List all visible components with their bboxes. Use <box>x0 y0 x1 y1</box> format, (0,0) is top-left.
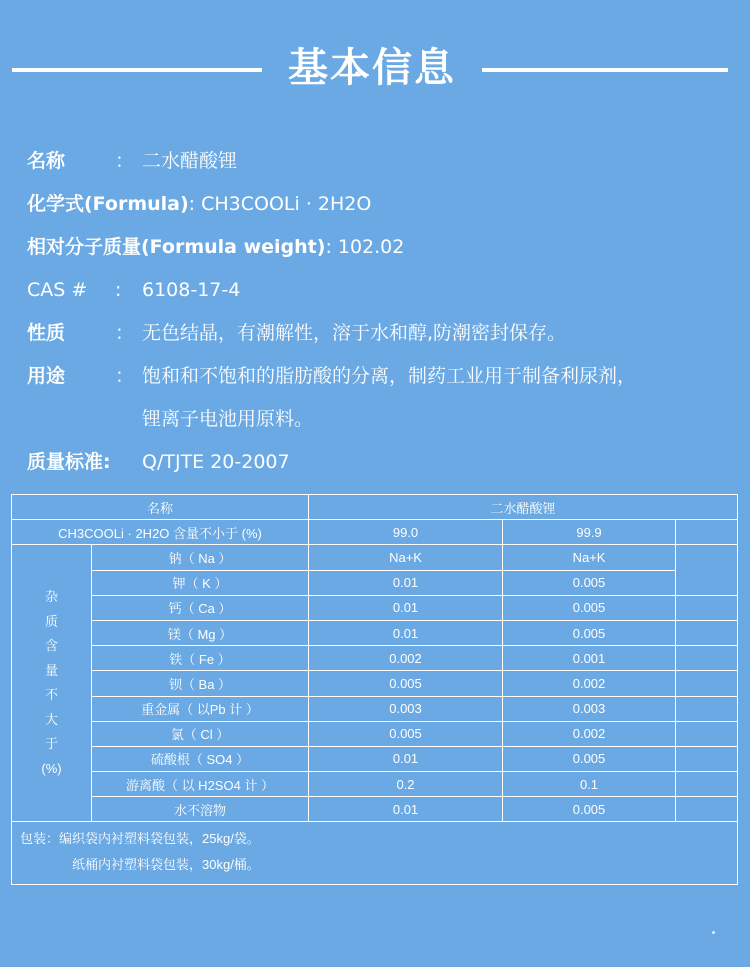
packaging-cell <box>12 822 738 885</box>
value-cell-1: 0.01 <box>309 595 503 620</box>
info-usage-row <box>27 355 737 398</box>
name-value: 二水醋酸锂 <box>142 150 238 172</box>
usage-colon: ： <box>115 365 135 387</box>
content-value-1: 99.0 <box>309 520 503 545</box>
value-cell-1: 0.01 <box>309 797 503 822</box>
value-cell-1: Na+K <box>309 545 503 570</box>
value-cell-2: 0.001 <box>503 646 676 671</box>
info-weight-row <box>27 226 737 269</box>
table-row <box>12 696 738 721</box>
value-cell-1: 0.002 <box>309 646 503 671</box>
value-cell-2: 0.002 <box>503 721 676 746</box>
info-standard-row <box>27 441 737 484</box>
value-cell-1: 0.003 <box>309 696 503 721</box>
table-row <box>12 746 738 771</box>
table-row <box>12 570 738 595</box>
item-cell: 铁（ Fe ） <box>92 646 309 671</box>
item-cell: 氯（ Cl ） <box>92 721 309 746</box>
info-property-row <box>27 312 737 355</box>
header-product-cell: 二水醋酸锂 <box>309 495 738 520</box>
title-divider-left <box>12 68 262 72</box>
table-row <box>12 620 738 645</box>
item-cell: 镁（ Mg ） <box>92 620 309 645</box>
table-row <box>12 797 738 822</box>
value-cell-2: 0.002 <box>503 671 676 696</box>
empty-cell <box>676 595 738 620</box>
value-cell-1: 0.005 <box>309 671 503 696</box>
table-row <box>12 772 738 797</box>
empty-cell <box>676 797 738 822</box>
value-cell-2: Na+K <box>503 545 676 570</box>
empty-cell <box>676 772 738 797</box>
decorative-dot <box>712 931 715 934</box>
standard-label: 质量标准: <box>27 451 111 473</box>
info-cas-row <box>27 269 737 312</box>
value-cell-1: 0.2 <box>309 772 503 797</box>
name-label: 名称 <box>27 150 66 172</box>
empty-cell <box>676 721 738 746</box>
value-cell-2: 0.005 <box>503 746 676 771</box>
item-cell: 水不溶物 <box>92 797 309 822</box>
item-cell: 钠（ Na ） <box>92 545 309 570</box>
value-cell-1: 0.01 <box>309 746 503 771</box>
empty-cell <box>676 545 738 595</box>
info-formula-row <box>27 183 737 226</box>
formula-value: : CH3COOLi · 2H2O <box>188 193 372 215</box>
item-cell: 钾（ K ） <box>92 570 309 595</box>
table-row <box>12 646 738 671</box>
empty-cell <box>676 671 738 696</box>
content-value-2: 99.9 <box>503 520 676 545</box>
empty-cell <box>676 696 738 721</box>
value-cell-2: 0.005 <box>503 797 676 822</box>
usage-value-line2: 锂离子电池用原料。 <box>142 408 314 430</box>
usage-value-line1: 饱和和不饱和的脂肪酸的分离，制药工业用于制备利尿剂， <box>142 365 637 387</box>
header-name-cell: 名称 <box>12 495 309 520</box>
value-cell-1: 0.01 <box>309 620 503 645</box>
usage-label: 用途 <box>27 365 66 387</box>
value-cell-1: 0.01 <box>309 570 503 595</box>
empty-cell <box>676 620 738 645</box>
weight-label: 相对分子质量(Formula weight) <box>27 236 326 258</box>
content-row <box>12 520 738 545</box>
table-row <box>12 595 738 620</box>
item-cell: 重金属（ 以Pb 计 ） <box>92 696 309 721</box>
item-cell: 硫酸根（ SO4 ） <box>92 746 309 771</box>
empty-cell <box>676 520 738 545</box>
title-divider-right <box>482 68 728 72</box>
cas-label: CAS # <box>27 279 88 301</box>
cas-value: 6108-17-4 <box>142 279 241 301</box>
name-colon: ： <box>115 150 135 172</box>
weight-value: : 102.02 <box>325 236 405 258</box>
packaging-row <box>12 822 738 885</box>
item-cell: 钙（ Ca ） <box>92 595 309 620</box>
empty-cell <box>676 746 738 771</box>
value-cell-2: 0.1 <box>503 772 676 797</box>
table-row <box>12 671 738 696</box>
basic-info <box>27 140 737 484</box>
empty-cell <box>676 646 738 671</box>
packaging-line-2: 纸桶内衬塑料袋包装，30kg/桶。 <box>72 857 260 873</box>
value-cell-1: 0.005 <box>309 721 503 746</box>
value-cell-2: 0.005 <box>503 570 676 595</box>
impurity-group-label: 杂 质 含 量 不 大 于 (%) <box>12 545 92 822</box>
info-usage-row-2 <box>27 398 737 441</box>
value-cell-2: 0.005 <box>503 595 676 620</box>
property-colon: ： <box>115 322 135 344</box>
formula-label: 化学式(Formula) <box>27 193 189 215</box>
title-banner <box>0 38 750 98</box>
table-row <box>12 545 738 570</box>
packaging-line-1: 包装：编织袋内衬塑料袋包装，25kg/袋。 <box>20 831 260 847</box>
page-title: 基本信息 <box>288 44 456 91</box>
property-value: 无色结晶，有潮解性，溶于水和醇,防潮密封保存。 <box>142 322 567 344</box>
item-cell: 钡（ Ba ） <box>92 671 309 696</box>
standard-value: Q/TJTE 20-2007 <box>142 451 290 473</box>
item-cell: 游离酸（ 以 H2SO4 计 ） <box>92 772 309 797</box>
cas-colon: : <box>115 279 122 301</box>
table-header-row <box>12 495 738 520</box>
table-row <box>12 721 738 746</box>
value-cell-2: 0.003 <box>503 696 676 721</box>
spec-table <box>11 494 738 885</box>
value-cell-2: 0.005 <box>503 620 676 645</box>
content-label-cell: CH3COOLi · 2H2O 含量不小于 (%) <box>12 520 309 545</box>
info-name-row <box>27 140 737 183</box>
property-label: 性质 <box>27 322 66 344</box>
